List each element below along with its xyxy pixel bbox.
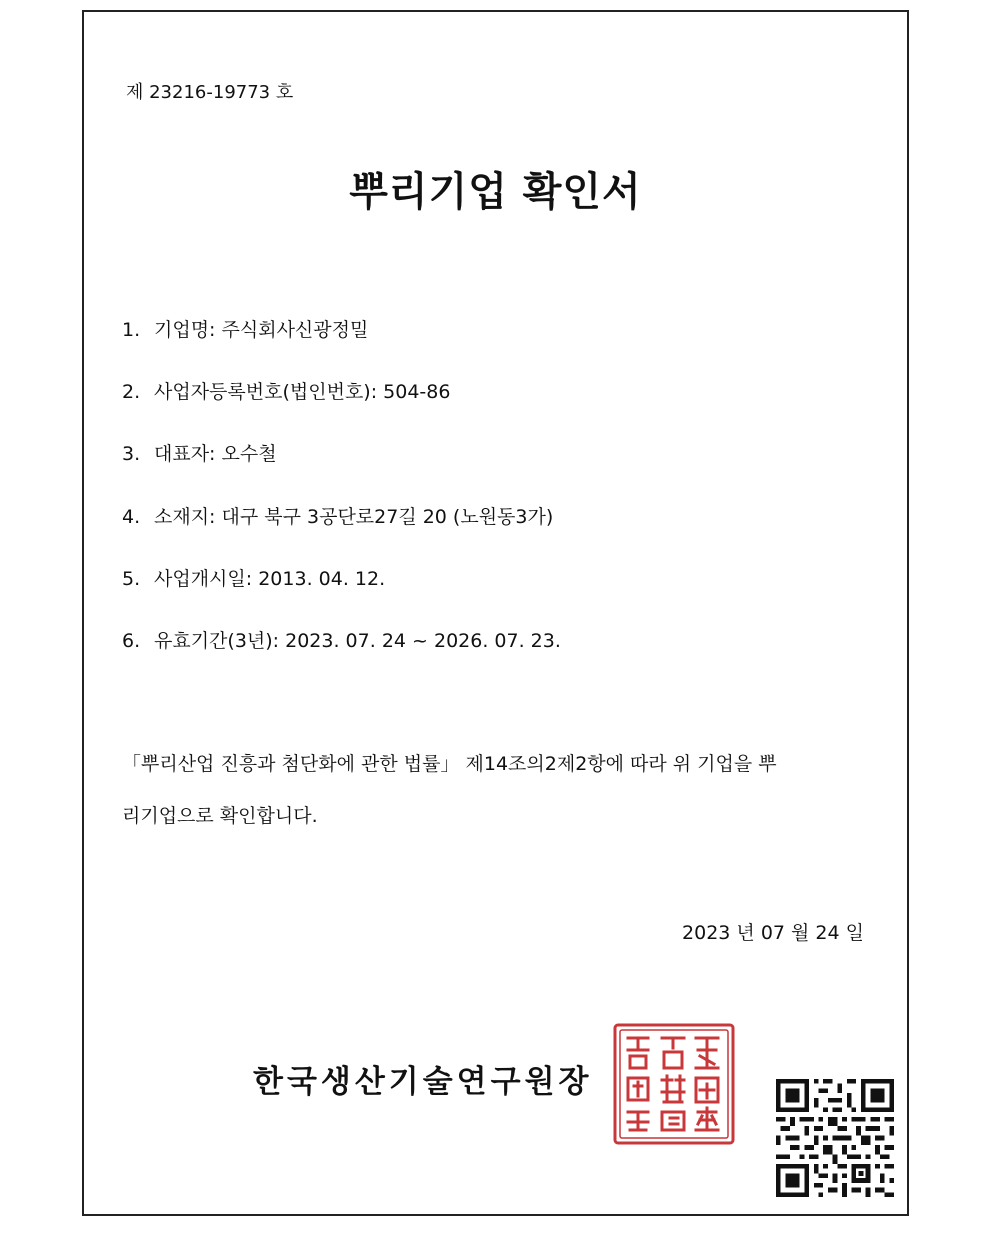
issuer-name: 한국생산기술연구원장 xyxy=(253,1064,593,1100)
item-number: 3. xyxy=(122,443,141,465)
item-text: 소재지: 대구 북구 3공단로27길 20 (노원동3가) xyxy=(154,506,554,528)
issue-date: 2023 년 07 월 24 일 xyxy=(682,922,864,944)
item-number: 5. xyxy=(122,568,141,590)
list-item xyxy=(122,626,561,653)
item-text: 대표자: 오수철 xyxy=(154,443,277,465)
item-number: 2. xyxy=(122,381,141,403)
statement-line-2: 리기업으로 확인합니다. xyxy=(122,805,318,827)
qr-code-icon xyxy=(776,1079,894,1197)
item-number: 4. xyxy=(122,506,141,528)
item-text: 유효기간(3년): 2023. 07. 24 ~ 2026. 07. 23. xyxy=(154,630,561,652)
item-text: 기업명: 주식회사신광정밀 xyxy=(154,319,369,341)
list-item xyxy=(122,502,553,529)
document-number: 제 23216-19773 호 xyxy=(126,82,294,103)
document-title: 뿌리기업 확인서 xyxy=(349,169,642,215)
item-text: 사업자등록번호(법인번호): 504-86 xyxy=(154,381,451,403)
list-item xyxy=(122,315,368,342)
list-item xyxy=(122,377,450,404)
item-number: 6. xyxy=(122,630,141,652)
item-number: 1. xyxy=(122,319,141,341)
official-seal-icon xyxy=(612,1022,736,1146)
item-text: 사업개시일: 2013. 04. 12. xyxy=(154,568,386,590)
statement-line-1: 「뿌리산업 진흥과 첨단화에 관한 법률」 제14조의2제2항에 따라 위 기업을 뿌 xyxy=(122,753,777,775)
list-item xyxy=(122,439,277,466)
list-item xyxy=(122,564,385,591)
